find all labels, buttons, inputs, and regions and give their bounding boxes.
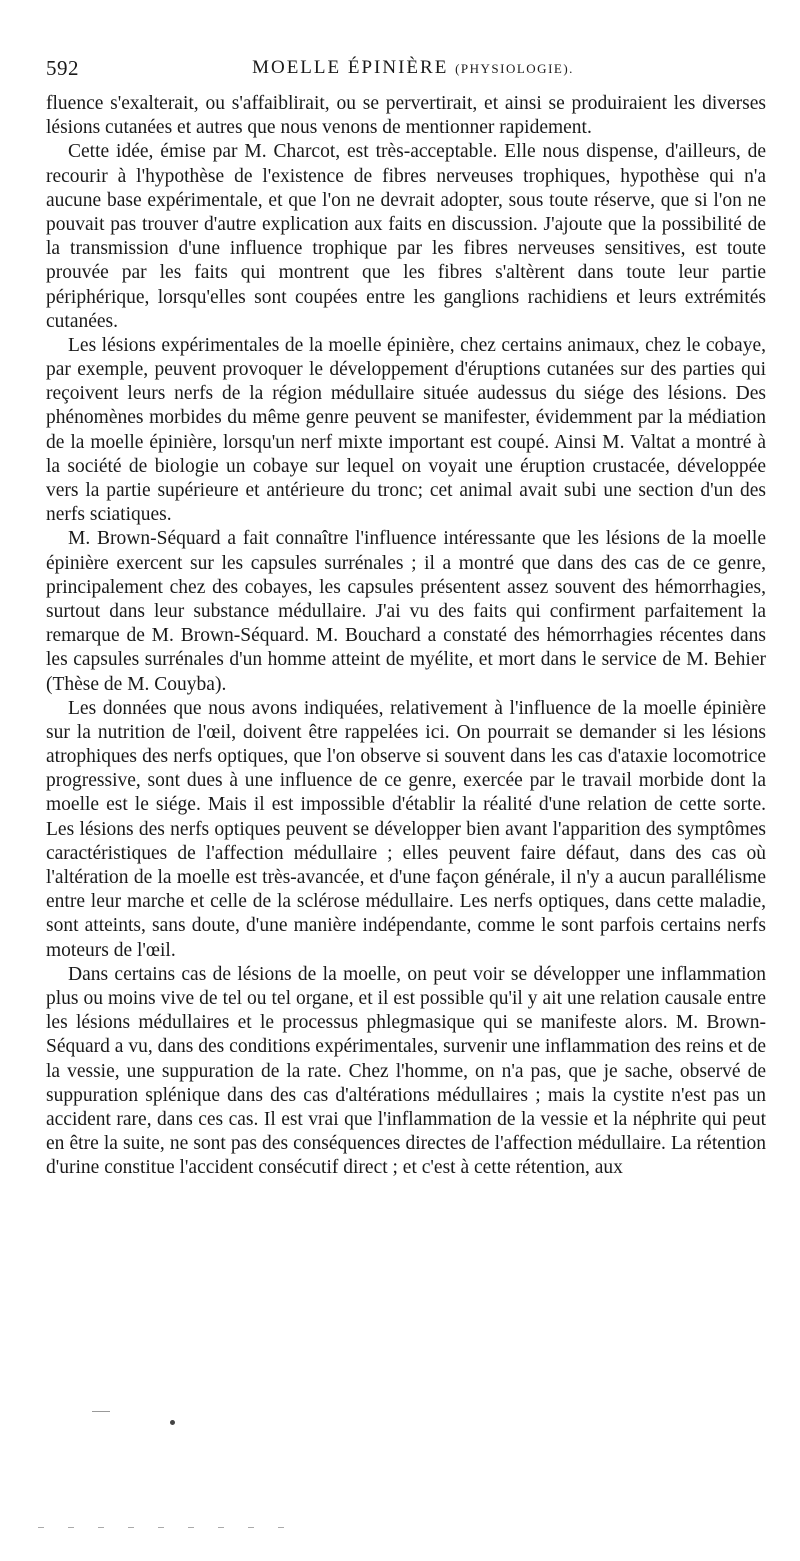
body-text (46, 92, 766, 1180)
paragraph-continued: fluence s'exalterait, ou s'affaiblirait, ou se pervertirait, et ainsi se produiraient les diverses lésions cutanées et autres que nous venons de mentionner rapidement. (46, 93, 766, 139)
scan-speck (92, 1411, 110, 1412)
paragraph: Dans certains cas de lésions de la moelle, on peut voir se développer une inflammation plus ou moins vive de tel ou tel organe, et il est possible qu'il y ait une relation causale entre les lésions médullaires et le processus phlegmasique qui se manifeste alors. M. Brown-Séquard a vu, dans des conditions expérimentales, survenir une inflammation des reins et de la vessie, une suppuration de la rate. Chez l'homme, on n'a pas, que je sache, observé de suppuration splénique dans des cas d'altérations médullaires ; mais la cystite n'est pas un accident rare, dans ces cas. Il est vrai que l'inflammation de la vessie et la néphrite qui peut en être la suite, ne sont pas des conséquences directes de l'affection médullaire. La rétention d'urine constitue l'accident consécutif direct ; et c'est à cette rétention, aux (46, 963, 766, 1179)
scan-speck (170, 1420, 175, 1425)
running-title-main: MOELLE ÉPINIÈRE (252, 57, 449, 78)
page-number: 592 (46, 56, 79, 80)
paragraph: Les données que nous avons indiquées, relativement à l'influence de la moelle épinière sur la nutrition de l'œil, doivent être rappelées ici. On pourrait se demander si les lésions atrophiques des nerfs optiques, que l'on observe si souvent dans les cas d'ataxie locomotrice progressive, sont dues à une influence de ce genre, exercée par le travail morbide dont la moelle est le siége. Mais il est impossible d'établir la réalité d'une relation de cette sorte. Les lésions des nerfs optiques peuvent se développer bien avant l'apparition des symptômes caractéristiques de l'affection médullaire ; elles peuvent faire défaut, dans des cas où l'altération de la moelle est très-avancée, et d'une façon générale, il n'y a aucun parallélisme entre leur marche et celle de la sclérose médullaire. Les nerfs optiques, dans cette maladie, sont atteints, sans doute, d'une manière indépendante, comme le sont parfois certains nerfs moteurs de l'œil. (46, 697, 766, 961)
scan-speck (38, 1527, 298, 1528)
paragraph: Cette idée, émise par M. Charcot, est très-acceptable. Elle nous dispense, d'ailleurs, de recourir à l'hypothèse de l'existence de fibres nerveuses trophiques, hypothèse qui n'a aucune base expérimentale, et que l'on ne devrait adopter, sous toute réserve, que si l'on ne pouvait pas trouver d'autre explication aux faits en discussion. J'ajoute que la possibilité de la transmission d'une influence trophique par les fibres nerveuses sensitives, est toute prouvée par les faits qui montrent que les fibres s'altèrent dans toute leur partie périphérique, lorsqu'elles sont coupées entre les ganglions rachidiens et leurs extrémités cutanées. (46, 141, 766, 332)
running-title-subtitle: (PHYSIOLOGIE). (455, 61, 574, 76)
paragraph: Les lésions expérimentales de la moelle épinière, chez certains animaux, chez le cobaye, par exemple, peuvent provoquer le développement d'éruptions cutanées sur des parties qui reçoivent leurs nerfs de la région médullaire située audessus du siége des lésions. Des phénomènes morbides du même genre peuvent se manifester, évidemment par la médiation de la moelle épinière, lorsqu'un nerf mixte important est coupé. Ainsi M. Valtat a montré à la société de biologie un cobaye sur lequel on voyait une éruption crustacée, développée vers la partie supérieure et antérieure du tronc; cet animal avait subi une section d'un des nerfs sciatiques. (46, 334, 766, 526)
paragraph: M. Brown-Séquard a fait connaître l'influence intéressante que les lésions de la moelle épinière exercent sur les capsules surrénales ; il a montré que dans des cas de ce genre, principalement chez des cobayes, les capsules présentent assez souvent des hémorrhagies, surtout dans leur substance médullaire. J'ai vu des faits qui confirment parfaitement la remarque de M. Brown-Séquard. M. Bouchard a constaté des hémorrhagies récentes dans les capsules surrénales d'un homme atteint de myélite, et mort dans le service de M. Behier (Thèse de M. Couyba). (46, 528, 766, 695)
running-header (46, 56, 760, 86)
running-title (46, 57, 760, 79)
